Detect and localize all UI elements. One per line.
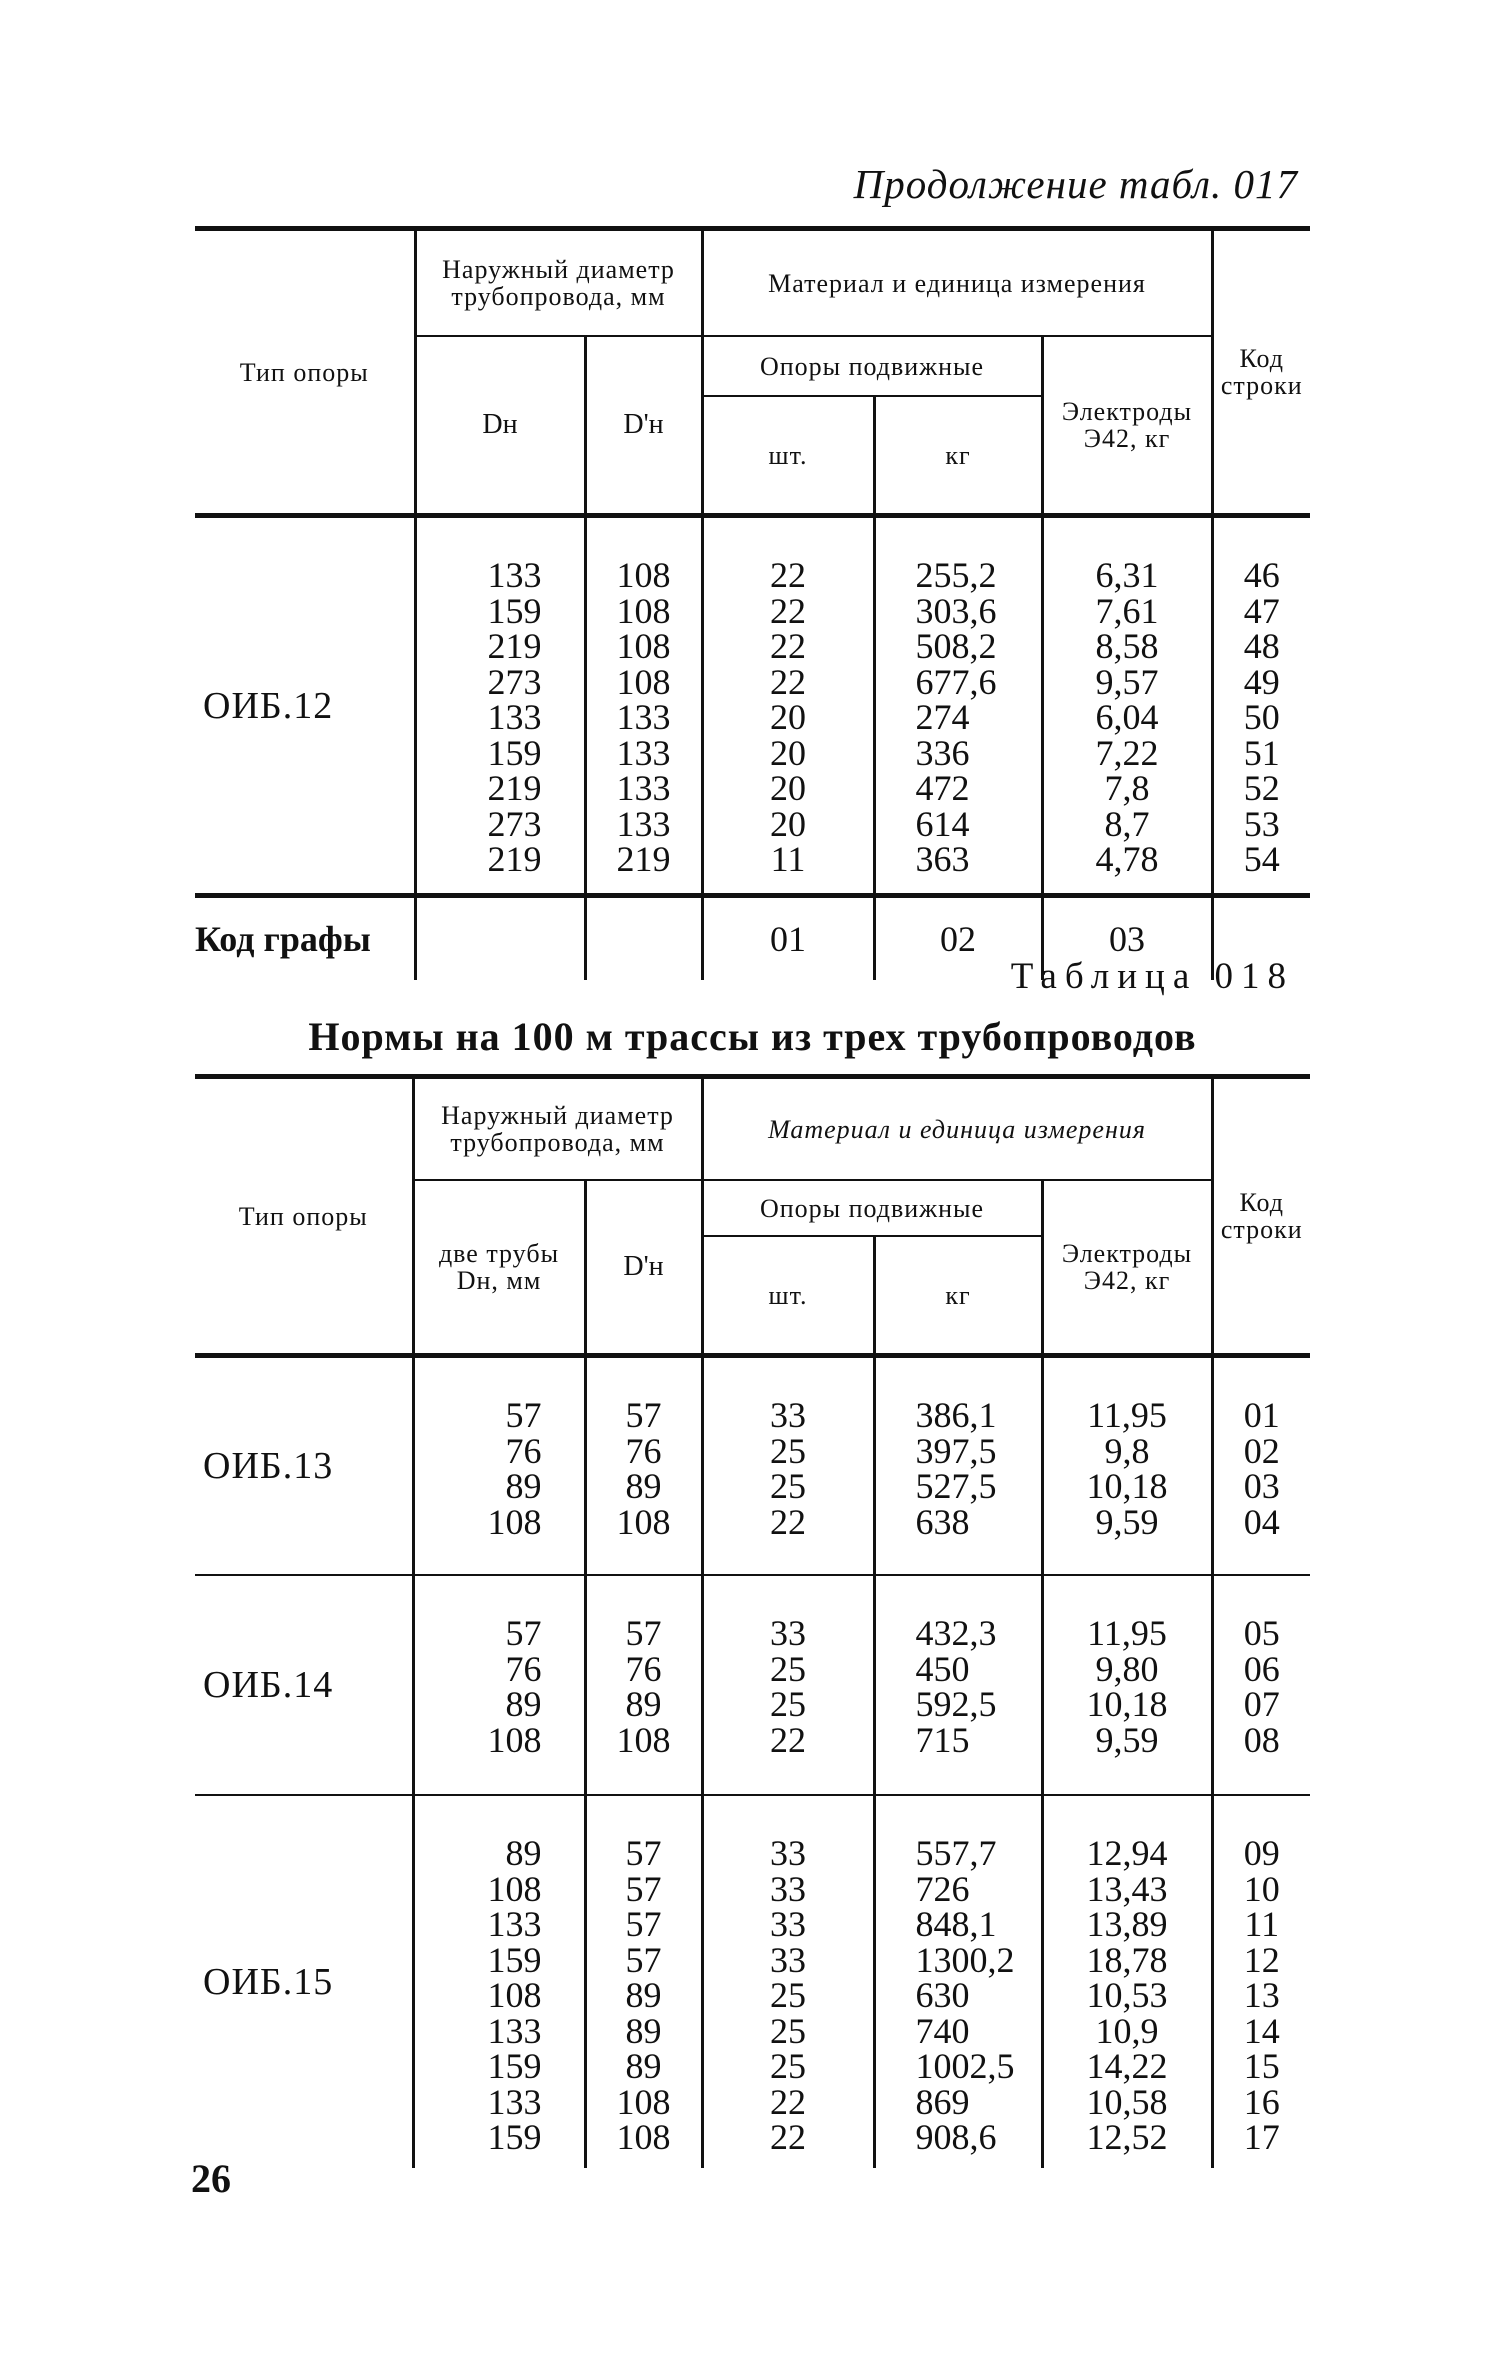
header-diameter-018: Наружный диаметр трубопровода, мм bbox=[413, 1079, 702, 1180]
header-electrodes: Электроды Э42, кг bbox=[1042, 336, 1212, 516]
dn-prime-values: 108 108 108 108 133 133 133 133 219 bbox=[585, 516, 702, 896]
dn-values: 57 76 89 108 bbox=[413, 1356, 585, 1576]
support-type-oib14: ОИБ.14 bbox=[195, 1575, 413, 1795]
dn-prime-values: 57 57 57 57 89 89 89 108 108 bbox=[585, 1795, 702, 2168]
pcs-values: 33 25 25 22 bbox=[702, 1356, 874, 1576]
kg-values: 255,2 303,6 508,2 677,6 274 336 472 614 363 bbox=[874, 516, 1042, 896]
row-code-values: 05 06 07 08 bbox=[1212, 1575, 1310, 1795]
header-type-018: Тип опоры bbox=[238, 1201, 368, 1231]
dn-values: 133 159 219 273 133 159 219 273 219 bbox=[415, 516, 585, 896]
table-018 bbox=[195, 1079, 1310, 2168]
header-pcs: шт. bbox=[702, 396, 874, 516]
header-dn: Dн bbox=[415, 336, 585, 516]
kg-values: 557,7 726 848,1 1300,2 630 740 1002,5 869 908,6 bbox=[874, 1795, 1042, 2168]
header-row-code: Код строки bbox=[1212, 231, 1310, 516]
kg-values: 432,3 450 592,5 715 bbox=[874, 1575, 1042, 1795]
dn-values: 57 76 89 108 bbox=[413, 1575, 585, 1795]
pcs-values: 33 33 33 33 25 25 25 22 22 bbox=[702, 1795, 874, 2168]
header-supports: Опоры подвижные bbox=[702, 336, 1042, 396]
column-code-03: 03 bbox=[1042, 896, 1212, 981]
kg-values: 386,1 397,5 527,5 638 bbox=[874, 1356, 1042, 1576]
support-type-oib15: ОИБ.15 bbox=[195, 1795, 413, 2168]
table018-title: Нормы на 100 м трассы из трех трубопроводов bbox=[308, 1014, 1197, 1059]
electrode-values: 11,95 9,8 10,18 9,59 bbox=[1042, 1356, 1212, 1576]
row-code-values: 46 47 48 49 50 51 52 53 54 bbox=[1212, 516, 1310, 896]
electrode-values: 6,31 7,61 8,58 9,57 6,04 7,22 7,8 8,7 4,78 bbox=[1042, 516, 1212, 896]
continuation-title: Продолжение табл. 017 bbox=[853, 161, 1298, 207]
column-code-label: Код графы bbox=[195, 896, 415, 981]
row-code-values: 01 02 03 04 bbox=[1212, 1356, 1310, 1576]
header-electrodes-018: Электроды Э42, кг bbox=[1042, 1180, 1212, 1356]
dn-prime-values: 57 76 89 108 bbox=[585, 1575, 702, 1795]
header-diameter: Наружный диаметр трубопровода, мм bbox=[415, 231, 702, 336]
header-dn-prime-018: D'н bbox=[585, 1180, 702, 1356]
table-017 bbox=[195, 231, 1310, 980]
header-row-code-018: Код строки bbox=[1212, 1079, 1310, 1356]
header-material: Материал и единица измерения bbox=[702, 231, 1212, 336]
electrode-values: 12,94 13,43 13,89 18,78 10,53 10,9 14,22 10,58 12,52 bbox=[1042, 1795, 1212, 2168]
header-pcs-018: шт. bbox=[702, 1236, 874, 1356]
table018-label: Таблица 018 bbox=[1010, 956, 1294, 997]
header-dn-prime: D'н bbox=[585, 336, 702, 516]
column-code-01: 01 bbox=[702, 896, 874, 981]
dn-prime-values: 57 76 89 108 bbox=[585, 1356, 702, 1576]
row-code-values: 09 10 11 12 13 14 15 16 17 bbox=[1212, 1795, 1310, 2168]
header-supports-018: Опоры подвижные bbox=[702, 1180, 1042, 1236]
support-type-oib12: ОИБ.12 bbox=[195, 516, 415, 896]
page-number: 26 bbox=[191, 2156, 231, 2201]
electrode-values: 11,95 9,80 10,18 9,59 bbox=[1042, 1575, 1212, 1795]
header-material-018: Материал и единица измерения bbox=[702, 1079, 1212, 1180]
support-type-oib13: ОИБ.13 bbox=[195, 1356, 413, 1576]
header-type: Тип опоры bbox=[239, 357, 369, 387]
dn-values: 89 108 133 159 108 133 159 133 159 bbox=[413, 1795, 585, 2168]
header-two-pipes: две трубы Dн, мм bbox=[413, 1180, 585, 1356]
header-kg: кг bbox=[874, 396, 1042, 516]
header-kg-018: кг bbox=[874, 1236, 1042, 1356]
pcs-values: 22 22 22 22 20 20 20 20 11 bbox=[702, 516, 874, 896]
column-code-02: 02 bbox=[874, 896, 1042, 981]
pcs-values: 33 25 25 22 bbox=[702, 1575, 874, 1795]
